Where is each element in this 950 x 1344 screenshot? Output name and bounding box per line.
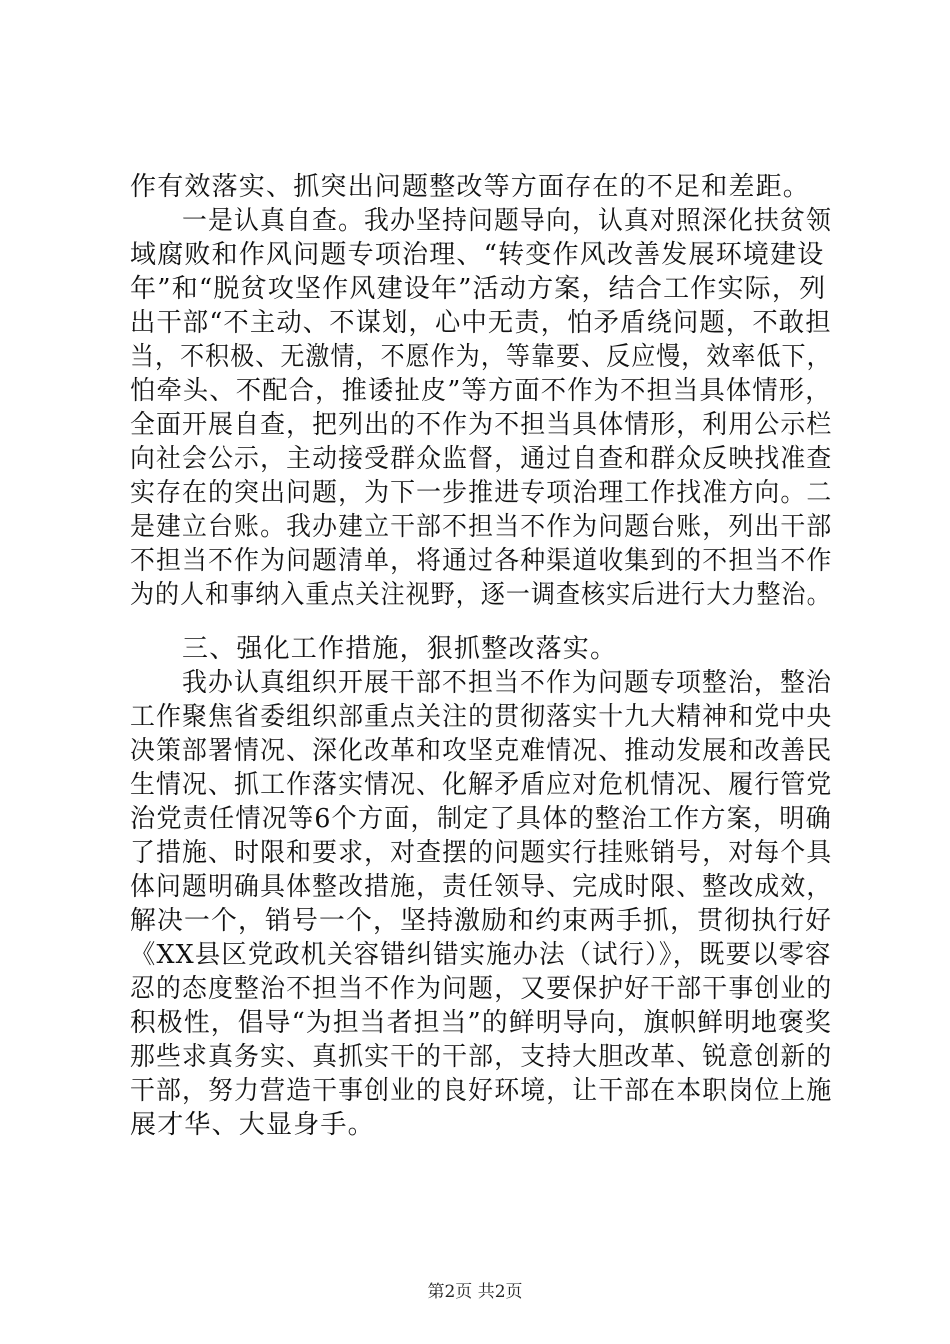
paragraph-line: 《XX县区党政机关容错纠错实施办法（试行）》，既要以零容	[130, 940, 832, 970]
paragraph-line: 干部，努力营造干事创业的良好环境，让干部在本职岗位上施	[130, 1076, 833, 1106]
page-number-footer: 第2页 共2页	[427, 1282, 523, 1302]
paragraph-line: 体问题明确具体整改措施，责任领导、完成时限、整改成效，	[130, 872, 833, 902]
paragraph-line: 全面开展自查，把列出的不作为不担当具体情形，利用公示栏	[130, 410, 833, 440]
paragraph-line: 当，不积极、无激情，不愿作为，等靠要、反应慢，效率低下，	[130, 342, 832, 372]
paragraph-line: 工作聚焦省委组织部重点关注的贯彻落实十九大精神和党中央	[130, 702, 833, 732]
paragraph-line: 年”和“脱贫攻坚作风建设年”活动方案，结合工作实际，列	[130, 274, 827, 304]
paragraph-line: 是建立台账。我办建立干部不担当不作为问题台账，列出干部	[130, 512, 833, 542]
paragraph-line: 为的人和事纳入重点关注视野，逐一调查核实后进行大力整治。	[130, 580, 832, 610]
paragraph-line: 怕牵头、不配合，推诿扯皮”等方面不作为不担当具体情形，	[130, 376, 832, 406]
paragraph-line: 生情况、抓工作落实情况、化解矛盾应对危机情况、履行管党	[130, 770, 833, 800]
paragraph-line: 出干部“不主动、不谋划，心中无责，怕矛盾绕问题，不敢担	[130, 308, 832, 338]
paragraph-line: 不担当不作为问题清单，将通过各种渠道收集到的不担当不作	[130, 546, 833, 576]
paragraph-line: 我办认真组织开展干部不担当不作为问题专项整治，整治	[182, 668, 833, 698]
paragraph-line: 一是认真自查。我办坚持问题导向，认真对照深化扶贫领	[182, 206, 833, 236]
paragraph-line: 域腐败和作风问题专项治理、“转变作风改善发展环境建设	[130, 240, 825, 270]
paragraph-line: 那些求真务实、真抓实干的干部，支持大胆改革、锐意创新的	[130, 1042, 833, 1072]
paragraph-line: 治党责任情况等6个方面，制定了具体的整治工作方案，明确	[130, 804, 832, 834]
paragraph-line: 决策部署情况、深化改革和攻坚克难情况、推动发展和改善民	[130, 736, 833, 766]
paragraph-line: 作有效落实、抓突出问题整改等方面存在的不足和差距。	[130, 172, 811, 202]
paragraph-line: 展才华、大显身手。	[130, 1110, 375, 1140]
paragraph-line: 忍的态度整治不担当不作为问题，又要保护好干部干事创业的	[130, 974, 833, 1004]
paragraph-line: 向社会公示，主动接受群众监督，通过自查和群众反映找准查	[130, 444, 833, 474]
paragraph-line: 了措施、时限和要求，对查摆的问题实行挂账销号，对每个具	[130, 838, 833, 868]
paragraph-line: 积极性，倡导“为担当者担当”的鲜明导向，旗帜鲜明地褒奖	[130, 1008, 832, 1038]
paragraph-line: 解决一个，销号一个，坚持激励和约束两手抓，贯彻执行好	[130, 906, 833, 936]
section-heading: 三、强化工作措施，狠抓整改落实。	[182, 634, 618, 664]
paragraph-line: 实存在的突出问题，为下一步推进专项治理工作找准方向。二	[130, 478, 833, 508]
